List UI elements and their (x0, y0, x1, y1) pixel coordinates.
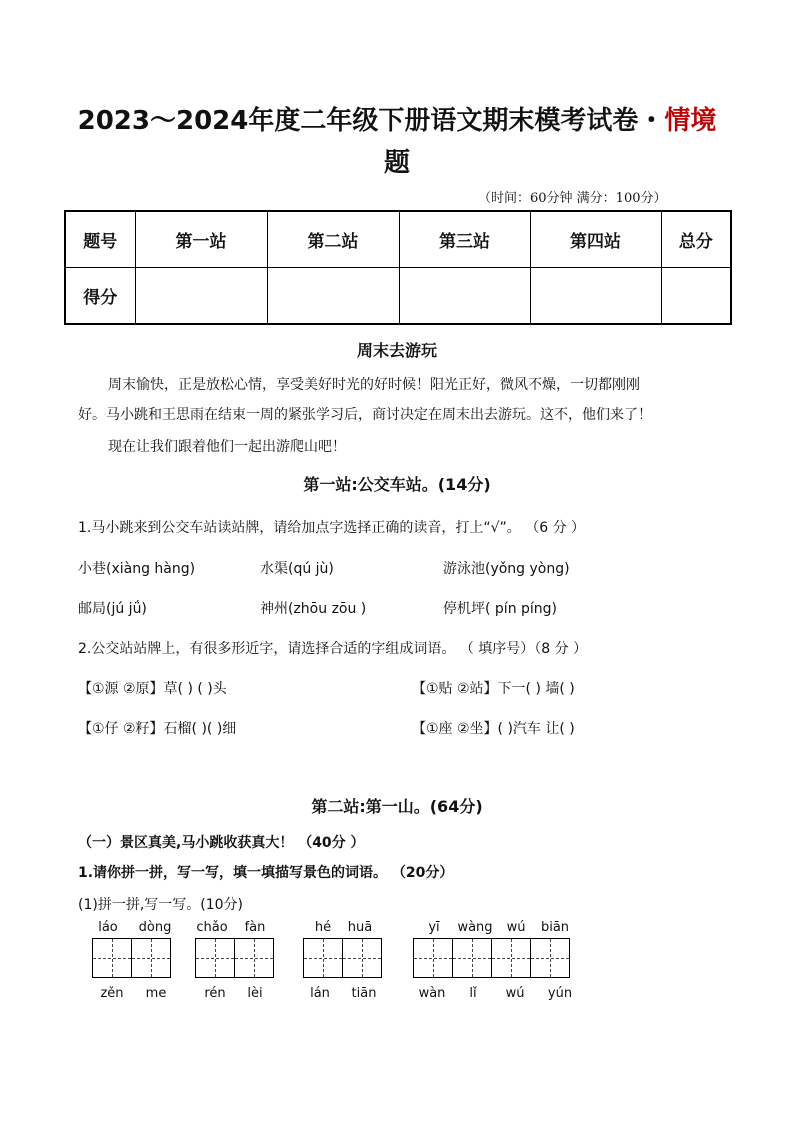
pinyin-bottom: lèi (247, 986, 263, 1001)
story-title: 周末去游玩 (356, 341, 437, 360)
writing-cell[interactable] (92, 938, 132, 978)
score-header-cell: 第四站 (530, 211, 661, 268)
pinyin-top: yī (428, 920, 440, 935)
word-choice-item[interactable]: 【①仔 ②籽】石榴( )( )细 (78, 721, 237, 737)
score-blank-cell[interactable] (530, 268, 661, 325)
pinyin-top: wàng (457, 920, 493, 935)
pinyin-top: hé (314, 920, 332, 935)
writing-cell[interactable] (413, 938, 453, 978)
writing-cell[interactable] (195, 938, 235, 978)
pinyin-bottom: wàn (418, 986, 446, 1001)
station2-question1: 1.请你拼一拼，写一写，填一填描写景色的词语。 （20分） (78, 865, 454, 881)
pinyin-bottom: lǐ (469, 986, 477, 1001)
station2-subsection1: （一）景区真美,马小跳收获真大！ （40分 ） (78, 835, 365, 851)
writing-grid[interactable] (303, 938, 382, 978)
writing-cell[interactable] (491, 938, 531, 978)
pinyin-top: biān (540, 920, 570, 935)
pinyin-bottom: wú (505, 986, 525, 1001)
score-header-cell: 总分 (661, 211, 731, 268)
pinyin-bottom: lán (310, 986, 330, 1001)
score-table-score-row (65, 268, 731, 325)
pinyin-top: wú (506, 920, 526, 935)
station1-title: 第一站:公交车站。(14分) (303, 475, 491, 494)
pinyin-bottom: zěn (100, 986, 124, 1001)
station2-question1-sub: (1)拼一拼,写一写。(10分) (78, 897, 244, 913)
score-blank-cell[interactable] (399, 268, 530, 325)
time-info: （时间：60分钟 满分：100分） (478, 191, 667, 206)
pinyin-bottom: yún (547, 986, 573, 1001)
pronunciation-item[interactable]: 游泳池(yǒng yòng) (443, 561, 570, 577)
pinyin-top: dòng (138, 920, 172, 935)
writing-cell[interactable] (452, 938, 492, 978)
station1-question2: 2.公交站站牌上，有很多形近字，请选择合适的字组成词语。 （ 填序号）（8 分 ） (78, 641, 588, 657)
writing-cell[interactable] (131, 938, 171, 978)
pinyin-top: huā (347, 920, 373, 935)
score-blank-cell[interactable] (661, 268, 731, 325)
writing-cell[interactable] (342, 938, 382, 978)
pinyin-top: fàn (244, 920, 266, 935)
pronunciation-item[interactable]: 小巷(xiàng hàng) (78, 561, 196, 577)
pinyin-bottom: me (145, 986, 167, 1001)
writing-grid[interactable] (195, 938, 274, 978)
score-row-label: 得分 (65, 268, 135, 325)
score-blank-cell[interactable] (267, 268, 399, 325)
score-header-cell: 题号 (65, 211, 135, 268)
word-choice-item[interactable]: 【①源 ②原】草( ) ( )头 (78, 681, 227, 697)
pronunciation-item[interactable]: 神州(zhōu zōu ) (260, 601, 367, 617)
pinyin-bottom: rén (204, 986, 226, 1001)
station2-title: 第二站:第一山。(64分) (311, 797, 483, 816)
story-paragraph-line2: 好。马小跳和王思雨在结束一周的紧张学习后，商讨决定在周末出去游玩。这不，他们来了！ (78, 407, 652, 423)
word-choice-item[interactable]: 【①座 ②坐】( )汽车 让( ) (412, 721, 575, 737)
station1-question1: 1.马小跳来到公交车站读站牌，请给加点字选择正确的读音，打上“√”。 （6 分 ） (78, 520, 586, 536)
exam-title-line2: 题 (383, 148, 410, 178)
writing-cell[interactable] (303, 938, 343, 978)
pronunciation-item[interactable]: 邮局(jú jǘ) (78, 601, 147, 617)
score-header-cell: 第二站 (267, 211, 399, 268)
writing-cell[interactable] (530, 938, 570, 978)
score-table-header-row (65, 211, 731, 268)
pinyin-bottom: tiān (351, 986, 377, 1001)
score-header-cell: 第一站 (135, 211, 267, 268)
word-choice-item[interactable]: 【①贴 ②站】下一( ) 墙( ) (412, 681, 575, 697)
writing-cell[interactable] (234, 938, 274, 978)
pronunciation-item[interactable]: 水渠(qú jù) (260, 561, 334, 577)
exam-title-line1 (0, 100, 794, 137)
score-blank-cell[interactable] (135, 268, 267, 325)
pinyin-top: chǎo (196, 920, 228, 935)
pinyin-top: láo (98, 920, 118, 935)
score-table (64, 210, 732, 325)
score-header-cell: 第三站 (399, 211, 530, 268)
writing-grid[interactable] (413, 938, 570, 978)
story-paragraph-2: 现在让我们跟着他们一起出游爬山吧！ (108, 439, 346, 455)
pronunciation-item[interactable]: 停机坪( pín píng) (443, 601, 558, 617)
exam-title-main: 2023～2024年度二年级下册语文期末模考试卷・ (77, 106, 665, 136)
writing-grid[interactable] (92, 938, 171, 978)
story-paragraph-line1: 周末愉快，正是放松心情，享受美好时光的好时候！阳光正好，微风不燥，一切都刚刚 (108, 377, 640, 393)
exam-title-accent: 情境 (664, 106, 717, 136)
